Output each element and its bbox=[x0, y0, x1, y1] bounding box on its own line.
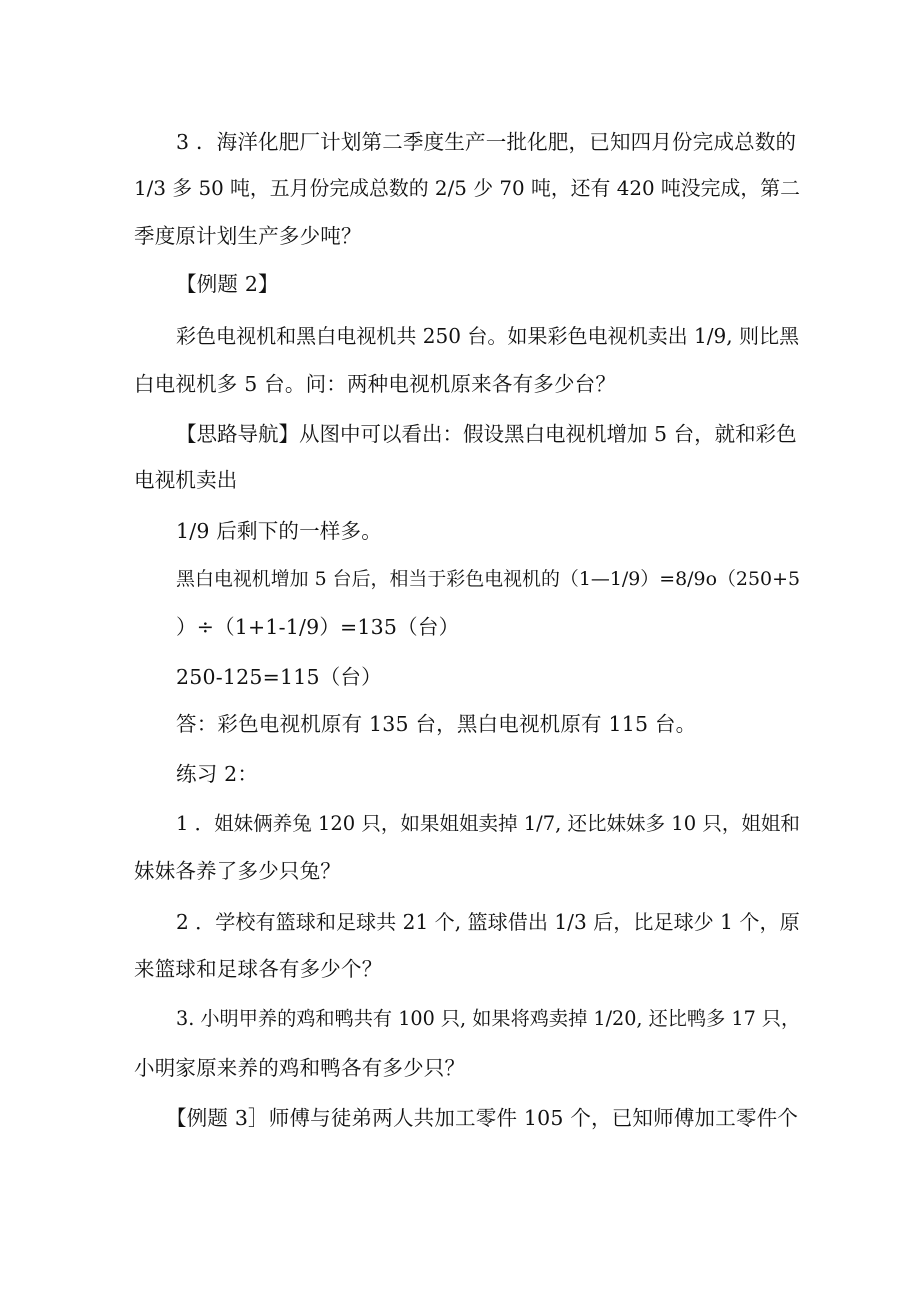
text-line: ）÷（1+1-1/9）=135（台） bbox=[176, 615, 460, 639]
text-line: 1/9 后剩下的一样多。 bbox=[176, 519, 382, 543]
text-line: 【思路导航】从图中可以看出：假设黑白电视机增加 5 台，就和彩色 bbox=[176, 422, 797, 446]
text-line: 250-125=115（台） bbox=[176, 665, 382, 689]
text-line: 1 ．姐妹俩养兔 120 只，如果姐姐卖掉 1/7, 还比妹妹多 10 只，姐姐和 bbox=[176, 812, 800, 835]
text-line: 【例题 3］师傅与徒弟两人共加工零件 105 个，已知师傅加工零件个 bbox=[166, 1106, 799, 1130]
section-heading: 练习 2： bbox=[176, 762, 259, 786]
text-line: 3. 小明甲养的鸡和鸭共有 100 只, 如果将鸡卖掉 1/20, 还比鸭多 17 只， bbox=[176, 1007, 801, 1030]
text-line: 彩色电视机和黑白电视机共 250 台。如果彩色电视机卖出 1/9, 则比黑 bbox=[176, 324, 800, 348]
text-line: 电视机卖出 bbox=[134, 468, 238, 492]
text-line: 黑白电视机增加 5 台后，相当于彩色电视机的（1—1/9）=8/9o（250+5 bbox=[176, 568, 800, 590]
text-line: 3 ．海洋化肥厂计划第二季度生产一批化肥，已知四月份完成总数的 bbox=[176, 130, 797, 154]
section-heading: 【例题 2】 bbox=[176, 272, 279, 296]
answer-line: 答：彩色电视机原有 135 台，黑白电视机原有 115 台。 bbox=[176, 712, 697, 736]
text-line: 1/3 多 50 吨，五月份完成总数的 2/5 少 70 吨，还有 420 吨没完成，第二 bbox=[134, 177, 800, 200]
text-line: 季度原计划生产多少吨？ bbox=[134, 224, 362, 248]
text-line: 来篮球和足球各有多少个？ bbox=[134, 957, 383, 981]
text-line: 2 ．学校有篮球和足球共 21 个, 篮球借出 1/3 后，比足球少 1 个，原 bbox=[176, 910, 800, 934]
text-line: 妹妹各养了多少只兔？ bbox=[134, 859, 341, 883]
text-line: 小明家原来养的鸡和鸭各有多少只？ bbox=[134, 1056, 466, 1080]
text-line: 白电视机多 5 台。问：两种电视机原来各有多少台？ bbox=[134, 372, 617, 396]
